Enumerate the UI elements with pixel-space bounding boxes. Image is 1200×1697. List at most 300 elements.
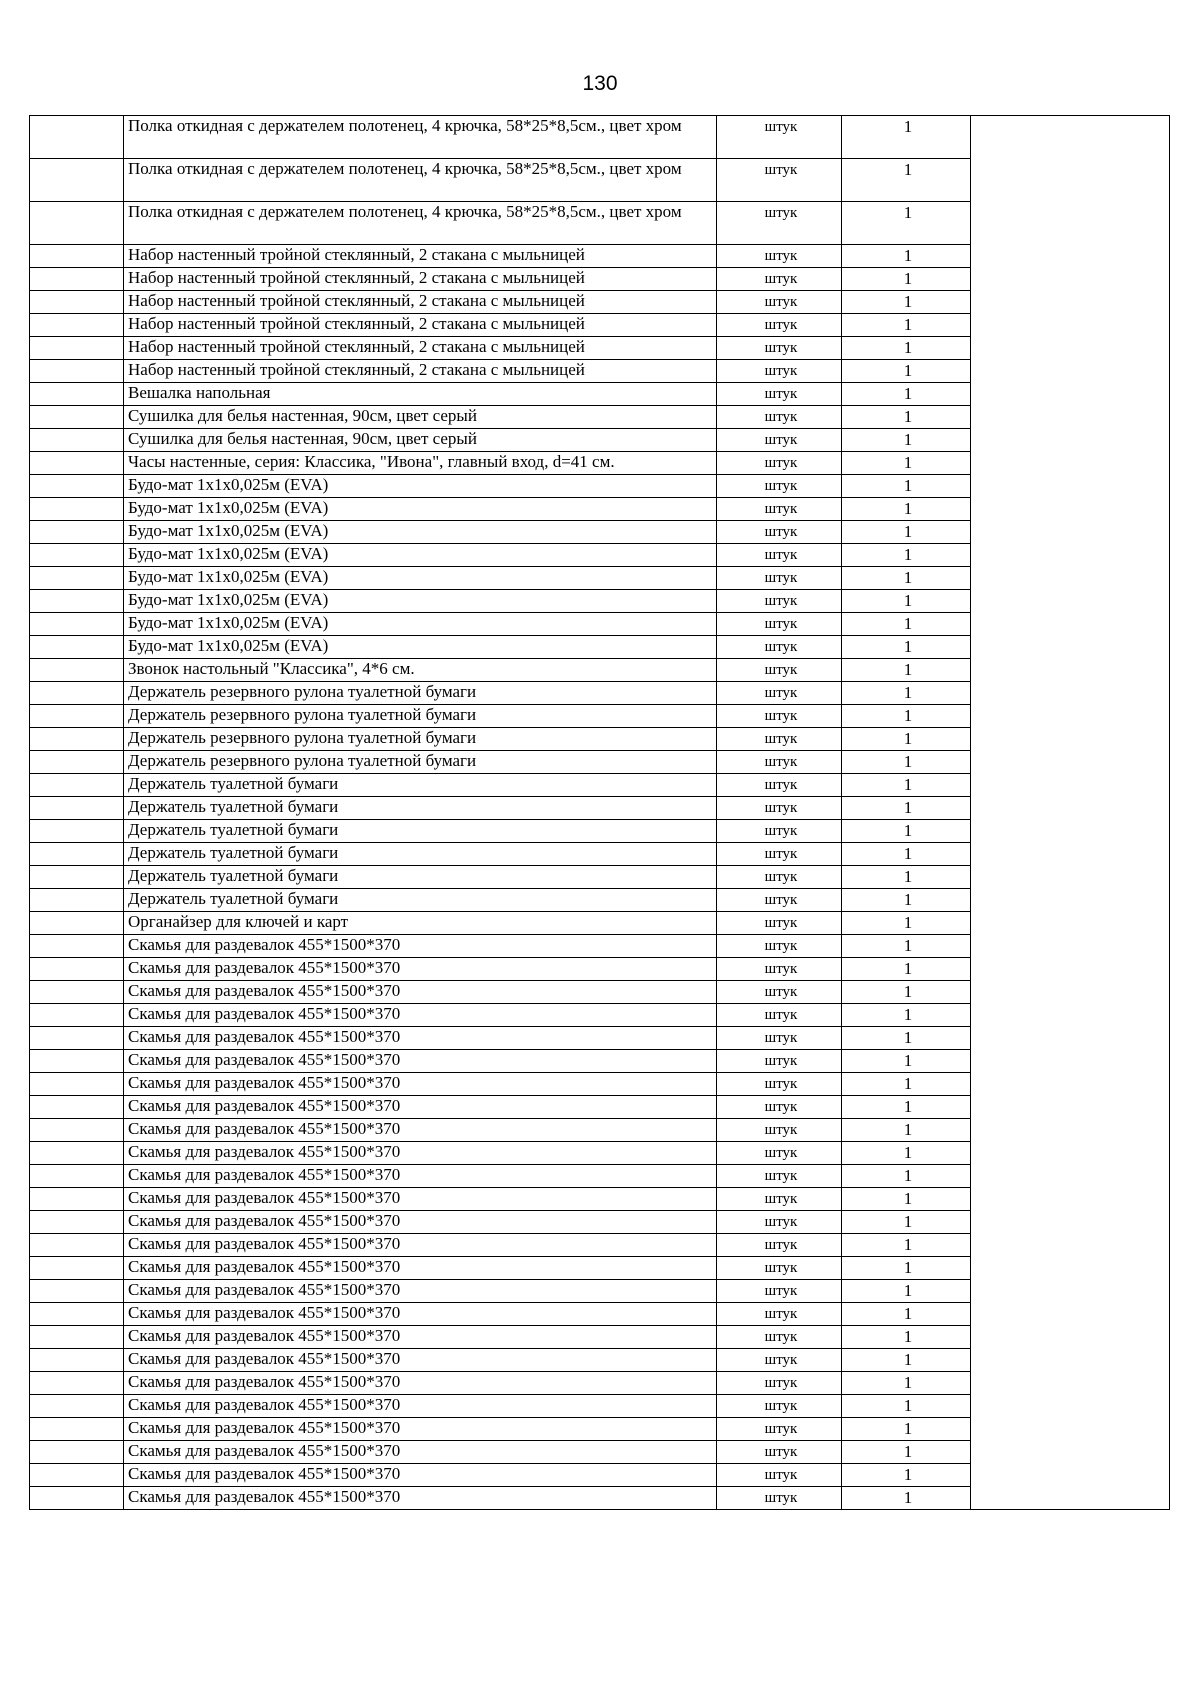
quantity-cell	[842, 1280, 971, 1303]
quantity-cell	[842, 1119, 971, 1142]
quantity-cell	[842, 544, 971, 567]
item-name-cell: Вешалка напольная	[124, 383, 717, 406]
quantity-cell	[842, 866, 971, 889]
row-number-cell	[30, 636, 124, 659]
row-number-cell	[30, 406, 124, 429]
item-name-cell: Набор настенный тройной стеклянный, 2 стакана с мыльницей	[124, 268, 717, 291]
quantity-text: 1	[903, 1097, 913, 1116]
unit-text: штук	[764, 1168, 798, 1184]
unit-cell	[717, 1441, 842, 1464]
item-name-cell: Набор настенный тройной стеклянный, 2 стакана с мыльницей	[124, 360, 717, 383]
unit-cell	[717, 383, 842, 406]
unit-cell	[717, 159, 842, 202]
row-number-cell	[30, 705, 124, 728]
row-number-cell	[30, 912, 124, 935]
row-number-cell	[30, 452, 124, 475]
item-name-cell: Держатель резервного рулона туалетной бумаги	[124, 728, 717, 751]
unit-cell	[717, 1303, 842, 1326]
unit-text: штук	[764, 1490, 798, 1506]
quantity-cell	[842, 314, 971, 337]
row-number-cell	[30, 659, 124, 682]
quantity-cell	[842, 636, 971, 659]
unit-cell	[717, 1326, 842, 1349]
quantity-cell	[842, 889, 971, 912]
quantity-text: 1	[903, 1189, 913, 1208]
item-name-cell: Звонок настольный "Классика", 4*6 см.	[124, 659, 717, 682]
item-name-cell: Скамья для раздевалок 455*1500*370	[124, 1027, 717, 1050]
quantity-text: 1	[903, 752, 913, 771]
row-number-cell	[30, 202, 124, 245]
row-number-cell	[30, 291, 124, 314]
item-name-cell: Держатель резервного рулона туалетной бумаги	[124, 705, 717, 728]
unit-text: штук	[764, 478, 798, 494]
quantity-text: 1	[903, 660, 913, 679]
quantity-cell	[842, 1303, 971, 1326]
unit-text: штук	[764, 731, 798, 747]
row-number-cell	[30, 1280, 124, 1303]
unit-cell	[717, 498, 842, 521]
unit-text: штук	[764, 754, 798, 770]
unit-text: штук	[764, 984, 798, 1000]
item-name-cell: Скамья для раздевалок 455*1500*370	[124, 1441, 717, 1464]
unit-cell	[717, 820, 842, 843]
quantity-cell	[842, 1073, 971, 1096]
item-name-cell: Скамья для раздевалок 455*1500*370	[124, 1303, 717, 1326]
row-number-cell	[30, 567, 124, 590]
row-number-cell	[30, 429, 124, 452]
item-name-cell: Будо-мат 1х1х0,025м (EVA)	[124, 498, 717, 521]
quantity-cell	[842, 659, 971, 682]
quantity-text: 1	[903, 1143, 913, 1162]
quantity-cell	[842, 406, 971, 429]
quantity-text: 1	[903, 1465, 913, 1484]
quantity-cell	[842, 475, 971, 498]
quantity-cell	[842, 268, 971, 291]
row-number-cell	[30, 1372, 124, 1395]
quantity-cell	[842, 1096, 971, 1119]
item-name-cell: Органайзер для ключей и карт	[124, 912, 717, 935]
quantity-text: 1	[903, 453, 913, 472]
unit-text: штук	[764, 205, 798, 221]
quantity-text: 1	[903, 1373, 913, 1392]
quantity-cell	[842, 116, 971, 159]
item-name-cell: Скамья для раздевалок 455*1500*370	[124, 1326, 717, 1349]
quantity-cell	[842, 958, 971, 981]
item-name-cell: Будо-мат 1х1х0,025м (EVA)	[124, 613, 717, 636]
item-name-cell: Набор настенный тройной стеклянный, 2 стакана с мыльницей	[124, 314, 717, 337]
row-number-cell	[30, 1464, 124, 1487]
quantity-cell	[842, 1257, 971, 1280]
quantity-cell	[842, 1418, 971, 1441]
row-number-cell	[30, 889, 124, 912]
unit-text: штук	[764, 271, 798, 287]
row-number-cell	[30, 1234, 124, 1257]
row-number-cell	[30, 1004, 124, 1027]
quantity-text: 1	[903, 1212, 913, 1231]
unit-cell	[717, 958, 842, 981]
quantity-cell	[842, 1464, 971, 1487]
row-number-cell	[30, 1441, 124, 1464]
unit-text: штук	[764, 1467, 798, 1483]
item-name-cell: Скамья для раздевалок 455*1500*370	[124, 1188, 717, 1211]
item-name-cell: Полка откидная с держателем полотенец, 4 крючка, 58*25*8,5см., цвет хром	[124, 159, 717, 202]
unit-cell	[717, 1395, 842, 1418]
quantity-text: 1	[903, 292, 913, 311]
item-name-cell: Скамья для раздевалок 455*1500*370	[124, 958, 717, 981]
unit-text: штук	[764, 294, 798, 310]
row-number-cell	[30, 981, 124, 1004]
quantity-cell	[842, 383, 971, 406]
quantity-cell	[842, 1487, 971, 1510]
quantity-text: 1	[903, 614, 913, 633]
items-table	[29, 115, 1170, 1510]
row-number-cell	[30, 751, 124, 774]
row-number-cell	[30, 314, 124, 337]
item-name-cell: Полка откидная с держателем полотенец, 4 крючка, 58*25*8,5см., цвет хром	[124, 116, 717, 159]
row-number-cell	[30, 544, 124, 567]
row-number-cell	[30, 521, 124, 544]
quantity-cell	[842, 613, 971, 636]
item-name-cell: Скамья для раздевалок 455*1500*370	[124, 1418, 717, 1441]
quantity-text: 1	[903, 361, 913, 380]
row-number-cell	[30, 245, 124, 268]
item-name-cell: Будо-мат 1х1х0,025м (EVA)	[124, 521, 717, 544]
row-number-cell	[30, 1096, 124, 1119]
unit-cell	[717, 475, 842, 498]
unit-text: штук	[764, 1076, 798, 1092]
quantity-text: 1	[903, 1051, 913, 1070]
unit-text: штук	[764, 1352, 798, 1368]
item-name-cell: Набор настенный тройной стеклянный, 2 стакана с мыльницей	[124, 337, 717, 360]
row-number-cell	[30, 958, 124, 981]
unit-cell	[717, 1050, 842, 1073]
unit-text: штук	[764, 119, 798, 135]
unit-cell	[717, 291, 842, 314]
quantity-cell	[842, 728, 971, 751]
item-name-cell: Часы настенные, серия: Классика, "Ивона", главный вход, d=41 см.	[124, 452, 717, 475]
unit-text: штук	[764, 823, 798, 839]
quantity-text: 1	[903, 203, 913, 222]
quantity-text: 1	[903, 499, 913, 518]
quantity-cell	[842, 1234, 971, 1257]
unit-cell	[717, 797, 842, 820]
quantity-text: 1	[903, 1235, 913, 1254]
quantity-text: 1	[903, 1166, 913, 1185]
unit-text: штук	[764, 432, 798, 448]
unit-cell	[717, 682, 842, 705]
item-name-cell: Скамья для раздевалок 455*1500*370	[124, 1395, 717, 1418]
quantity-cell	[842, 1165, 971, 1188]
row-number-cell	[30, 1487, 124, 1510]
quantity-cell	[842, 498, 971, 521]
unit-text: штук	[764, 1191, 798, 1207]
quantity-cell	[842, 202, 971, 245]
item-name-cell: Будо-мат 1х1х0,025м (EVA)	[124, 636, 717, 659]
unit-cell	[717, 337, 842, 360]
quantity-cell	[842, 1050, 971, 1073]
unit-text: штук	[764, 317, 798, 333]
item-name-cell: Будо-мат 1х1х0,025м (EVA)	[124, 475, 717, 498]
row-number-cell	[30, 1303, 124, 1326]
item-name-cell: Скамья для раздевалок 455*1500*370	[124, 1487, 717, 1510]
quantity-text: 1	[903, 407, 913, 426]
row-number-cell	[30, 1211, 124, 1234]
unit-cell	[717, 774, 842, 797]
quantity-cell	[842, 751, 971, 774]
unit-cell	[717, 751, 842, 774]
unit-cell	[717, 116, 842, 159]
unit-cell	[717, 544, 842, 567]
item-name-cell: Будо-мат 1х1х0,025м (EVA)	[124, 590, 717, 613]
quantity-cell	[842, 429, 971, 452]
unit-text: штук	[764, 1053, 798, 1069]
unit-text: штук	[764, 639, 798, 655]
quantity-text: 1	[903, 775, 913, 794]
item-name-cell: Держатель туалетной бумаги	[124, 889, 717, 912]
unit-text: штук	[764, 248, 798, 264]
unit-cell	[717, 1027, 842, 1050]
quantity-cell	[842, 1188, 971, 1211]
quantity-text: 1	[903, 1074, 913, 1093]
unit-text: штук	[764, 1375, 798, 1391]
quantity-text: 1	[903, 591, 913, 610]
quantity-cell	[842, 337, 971, 360]
row-number-cell	[30, 797, 124, 820]
quantity-text: 1	[903, 936, 913, 955]
notes-cell	[971, 116, 1170, 1510]
unit-cell	[717, 1234, 842, 1257]
unit-cell	[717, 452, 842, 475]
unit-text: штук	[764, 1214, 798, 1230]
unit-cell	[717, 1188, 842, 1211]
quantity-cell	[842, 1441, 971, 1464]
quantity-text: 1	[903, 1442, 913, 1461]
quantity-cell	[842, 590, 971, 613]
quantity-text: 1	[903, 246, 913, 265]
row-number-cell	[30, 820, 124, 843]
row-number-cell	[30, 774, 124, 797]
quantity-cell	[842, 820, 971, 843]
row-number-cell	[30, 1165, 124, 1188]
unit-cell	[717, 659, 842, 682]
item-name-cell: Скамья для раздевалок 455*1500*370	[124, 1004, 717, 1027]
unit-cell	[717, 429, 842, 452]
quantity-cell	[842, 774, 971, 797]
unit-cell	[717, 1487, 842, 1510]
item-name-cell: Скамья для раздевалок 455*1500*370	[124, 1119, 717, 1142]
row-number-cell	[30, 360, 124, 383]
row-number-cell	[30, 1326, 124, 1349]
unit-text: штук	[764, 708, 798, 724]
unit-text: штук	[764, 455, 798, 471]
row-number-cell	[30, 1188, 124, 1211]
quantity-text: 1	[903, 568, 913, 587]
unit-text: штук	[764, 501, 798, 517]
item-name-cell: Скамья для раздевалок 455*1500*370	[124, 1142, 717, 1165]
unit-text: штук	[764, 1444, 798, 1460]
row-number-cell	[30, 1073, 124, 1096]
unit-cell	[717, 981, 842, 1004]
quantity-cell	[842, 1027, 971, 1050]
unit-text: штук	[764, 869, 798, 885]
quantity-text: 1	[903, 1120, 913, 1139]
item-name-cell: Скамья для раздевалок 455*1500*370	[124, 1257, 717, 1280]
item-name-cell: Скамья для раздевалок 455*1500*370	[124, 1280, 717, 1303]
row-number-cell	[30, 682, 124, 705]
quantity-text: 1	[903, 384, 913, 403]
unit-text: штук	[764, 409, 798, 425]
unit-text: штук	[764, 892, 798, 908]
quantity-text: 1	[903, 117, 913, 136]
quantity-text: 1	[903, 959, 913, 978]
quantity-text: 1	[903, 706, 913, 725]
quantity-text: 1	[903, 1327, 913, 1346]
row-number-cell	[30, 866, 124, 889]
item-name-cell: Сушилка для белья настенная, 90см, цвет серый	[124, 429, 717, 452]
items-table-body	[30, 116, 1170, 1510]
quantity-text: 1	[903, 430, 913, 449]
item-name-cell: Держатель туалетной бумаги	[124, 797, 717, 820]
unit-cell	[717, 1165, 842, 1188]
unit-cell	[717, 202, 842, 245]
row-number-cell	[30, 590, 124, 613]
unit-cell	[717, 245, 842, 268]
unit-cell	[717, 1211, 842, 1234]
table-row	[30, 116, 1170, 159]
unit-cell	[717, 705, 842, 728]
quantity-text: 1	[903, 1258, 913, 1277]
unit-text: штук	[764, 593, 798, 609]
unit-text: штук	[764, 1007, 798, 1023]
quantity-text: 1	[903, 1396, 913, 1415]
quantity-text: 1	[903, 160, 913, 179]
quantity-text: 1	[903, 821, 913, 840]
item-name-cell: Скамья для раздевалок 455*1500*370	[124, 1165, 717, 1188]
row-number-cell	[30, 1395, 124, 1418]
quantity-text: 1	[903, 890, 913, 909]
unit-text: штук	[764, 938, 798, 954]
quantity-text: 1	[903, 798, 913, 817]
quantity-text: 1	[903, 683, 913, 702]
quantity-text: 1	[903, 1005, 913, 1024]
quantity-text: 1	[903, 315, 913, 334]
item-name-cell: Скамья для раздевалок 455*1500*370	[124, 1349, 717, 1372]
unit-text: штук	[764, 1283, 798, 1299]
quantity-text: 1	[903, 1304, 913, 1323]
quantity-cell	[842, 567, 971, 590]
quantity-cell	[842, 452, 971, 475]
item-name-cell: Будо-мат 1х1х0,025м (EVA)	[124, 544, 717, 567]
quantity-cell	[842, 1004, 971, 1027]
unit-cell	[717, 636, 842, 659]
unit-text: штук	[764, 800, 798, 816]
quantity-cell	[842, 360, 971, 383]
quantity-text: 1	[903, 545, 913, 564]
quantity-text: 1	[903, 1028, 913, 1047]
unit-cell	[717, 567, 842, 590]
quantity-text: 1	[903, 729, 913, 748]
item-name-cell: Держатель резервного рулона туалетной бумаги	[124, 682, 717, 705]
unit-text: штук	[764, 1421, 798, 1437]
unit-text: штук	[764, 1260, 798, 1276]
row-number-cell	[30, 728, 124, 751]
unit-cell	[717, 1257, 842, 1280]
item-name-cell: Держатель резервного рулона туалетной бумаги	[124, 751, 717, 774]
row-number-cell	[30, 383, 124, 406]
unit-text: штук	[764, 777, 798, 793]
unit-text: штук	[764, 162, 798, 178]
unit-cell	[717, 268, 842, 291]
row-number-cell	[30, 475, 124, 498]
unit-text: штук	[764, 570, 798, 586]
unit-text: штук	[764, 1030, 798, 1046]
unit-text: штук	[764, 662, 798, 678]
quantity-cell	[842, 291, 971, 314]
unit-text: штук	[764, 915, 798, 931]
unit-cell	[717, 889, 842, 912]
quantity-cell	[842, 1349, 971, 1372]
row-number-cell	[30, 1349, 124, 1372]
quantity-cell	[842, 981, 971, 1004]
unit-cell	[717, 866, 842, 889]
row-number-cell	[30, 613, 124, 636]
unit-text: штук	[764, 386, 798, 402]
quantity-text: 1	[903, 867, 913, 886]
unit-cell	[717, 1418, 842, 1441]
item-name-cell: Скамья для раздевалок 455*1500*370	[124, 1073, 717, 1096]
quantity-cell	[842, 682, 971, 705]
unit-cell	[717, 728, 842, 751]
quantity-cell	[842, 245, 971, 268]
unit-cell	[717, 613, 842, 636]
unit-cell	[717, 1464, 842, 1487]
item-name-cell: Скамья для раздевалок 455*1500*370	[124, 1050, 717, 1073]
unit-text: штук	[764, 363, 798, 379]
unit-text: штук	[764, 1122, 798, 1138]
unit-cell	[717, 1119, 842, 1142]
quantity-text: 1	[903, 844, 913, 863]
page-number: 130	[582, 72, 618, 95]
quantity-text: 1	[903, 913, 913, 932]
unit-text: штук	[764, 961, 798, 977]
row-number-cell	[30, 159, 124, 202]
unit-cell	[717, 1280, 842, 1303]
quantity-cell	[842, 797, 971, 820]
quantity-cell	[842, 935, 971, 958]
quantity-cell	[842, 1395, 971, 1418]
unit-cell	[717, 314, 842, 337]
row-number-cell	[30, 1257, 124, 1280]
item-name-cell: Набор настенный тройной стеклянный, 2 стакана с мыльницей	[124, 245, 717, 268]
quantity-text: 1	[903, 1419, 913, 1438]
unit-text: штук	[764, 685, 798, 701]
unit-text: штук	[764, 1329, 798, 1345]
item-name-cell: Сушилка для белья настенная, 90см, цвет серый	[124, 406, 717, 429]
unit-text: штук	[764, 1099, 798, 1115]
unit-cell	[717, 912, 842, 935]
item-name-cell: Держатель туалетной бумаги	[124, 774, 717, 797]
quantity-text: 1	[903, 269, 913, 288]
row-number-cell	[30, 116, 124, 159]
quantity-text: 1	[903, 522, 913, 541]
unit-cell	[717, 1142, 842, 1165]
unit-cell	[717, 1372, 842, 1395]
row-number-cell	[30, 1050, 124, 1073]
item-name-cell: Скамья для раздевалок 455*1500*370	[124, 1234, 717, 1257]
unit-cell	[717, 1073, 842, 1096]
item-name-cell: Скамья для раздевалок 455*1500*370	[124, 1372, 717, 1395]
quantity-cell	[842, 1326, 971, 1349]
